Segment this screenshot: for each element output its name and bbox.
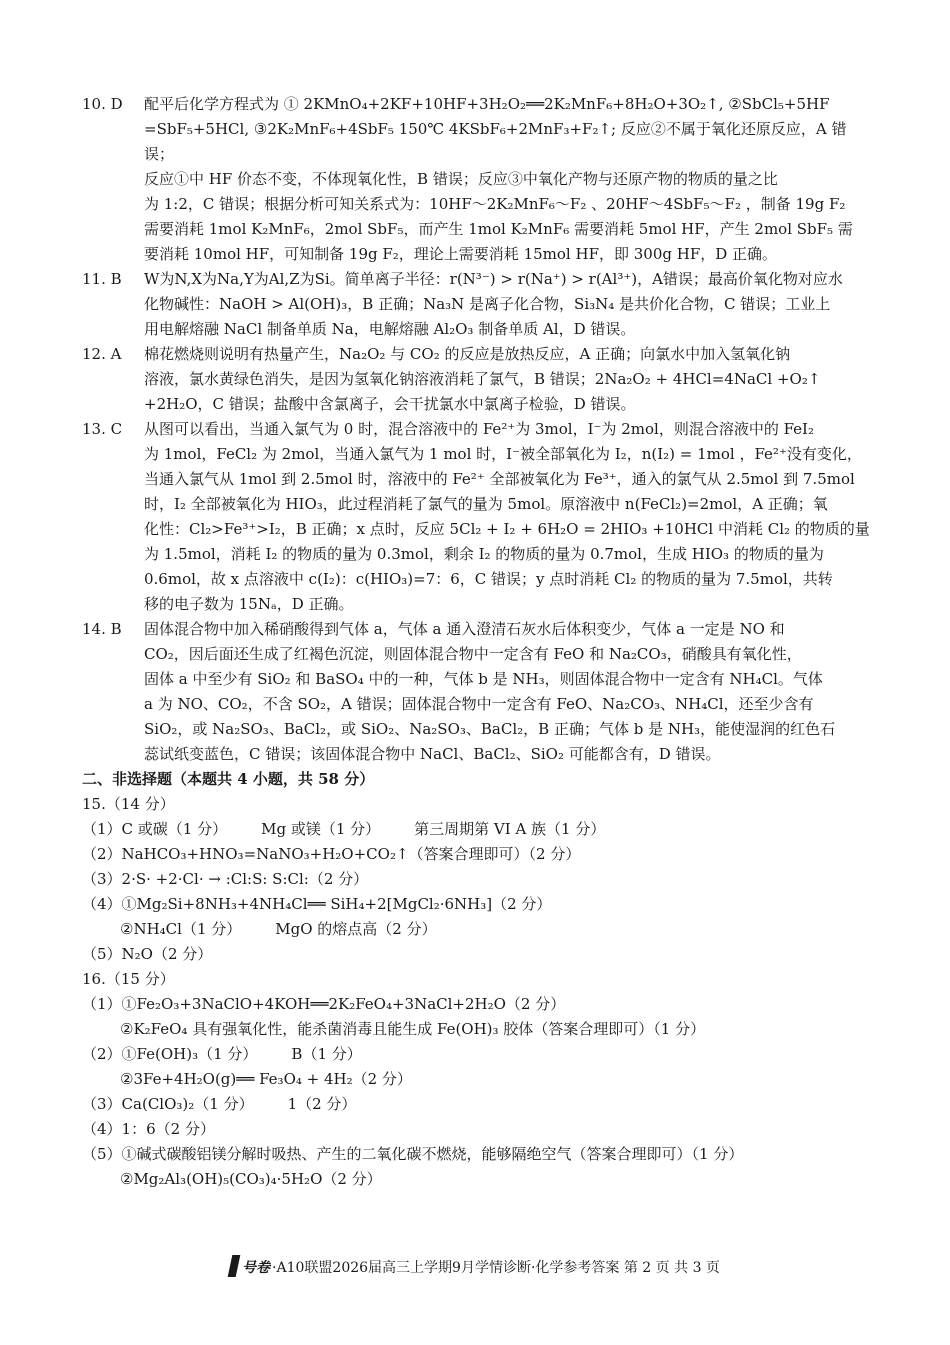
sub-answer-part: （1）①Fe₂O₃+3NaClO+4KOH══2K₂FeO₄+3NaCl+2H₂O（2 分） bbox=[82, 995, 566, 1013]
sub-answer-part: Mg 或镁（1 分） bbox=[261, 820, 381, 838]
sub-answer-part: （2）NaHCO₃+HNO₃=NaNO₃+H₂O+CO₂↑（答案合理即可）（2 分） bbox=[82, 845, 581, 863]
sub-answer-row bbox=[82, 817, 872, 842]
sub-answer-part: B（1 分） bbox=[291, 1045, 362, 1063]
answer-explanation bbox=[144, 617, 872, 767]
sub-answer-part: 1（2 分） bbox=[287, 1095, 357, 1113]
explanation-line: 需要消耗 1mol K₂MnF₆，2mol SbF₅，而产生 1mol K₂MnF₆ 需要消耗 5mol HF，产生 2mol SbF₅ 需 bbox=[144, 220, 853, 238]
explanation-line: W为N,X为Na,Y为Al,Z为Si。简单离子半径：r(N³⁻) > r(Na⁺) > r(Al³⁺)，A错误；最高价氧化物对应水 bbox=[144, 270, 843, 288]
section-title: 二、非选择题（本题共 4 小题，共 58 分） bbox=[82, 770, 375, 788]
question-15-head: 15.（14 分） bbox=[82, 795, 175, 813]
answer-item bbox=[82, 92, 872, 267]
explanation-line: 化性：Cl₂>Fe³⁺>I₂，B 正确；x 点时，反应 5Cl₂ + I₂ + 6H₂O = 2HIO₃ +10HCl 中消耗 Cl₂ 的物质的量 bbox=[144, 520, 870, 538]
answer-number: 10. D bbox=[82, 95, 123, 113]
explanation-line: 化物碱性：NaOH > Al(OH)₃，B 正确；Na₃N 是离子化合物，Si₃N₄ 是共价化合物，C 错误；工业上 bbox=[144, 295, 831, 313]
answer-number: 14. B bbox=[82, 620, 122, 638]
sub-answer-row bbox=[82, 842, 872, 867]
explanation-line: SiO₂，或 Na₂SO₃、BaCl₂，或 SiO₂、Na₂SO₃、BaCl₂，B 正确；气体 b 是 NH₃，能使湿润的红色石 bbox=[144, 720, 836, 738]
explanation-line: 要消耗 10mol HF，可知制备 19g F₂，理论上需要消耗 15mol HF，即 300g HF，D 正确。 bbox=[144, 245, 778, 263]
explanation-line: 0.6mol，故 x 点溶液中 c(I₂)：c(HIO₃)=7：6，C 错误；y 点时消耗 Cl₂ 的物质的量为 7.5mol，共转 bbox=[144, 570, 833, 588]
answer-number: 13. C bbox=[82, 420, 123, 438]
sub-answer-row bbox=[82, 1117, 872, 1142]
sub-answer-part: （5）①碱式碳酸铝镁分解时吸热、产生的二氧化碳不燃烧，能够隔绝空气（答案合理即可）（1 分） bbox=[82, 1145, 744, 1163]
explanation-line: +2H₂O，C 错误；盐酸中含氯离子，会干扰氯水中氯离子检验，D 错误。 bbox=[144, 395, 636, 413]
sub-answer-row bbox=[82, 1017, 872, 1042]
answer-number: 11. B bbox=[82, 270, 122, 288]
sub-answer-part: 第三周期第 VI A 族（1 分） bbox=[414, 820, 606, 838]
answer-explanation bbox=[144, 267, 872, 342]
sub-answer-part: MgO 的熔点高（2 分） bbox=[275, 920, 437, 938]
answer-content bbox=[82, 92, 872, 1192]
answer-explanation bbox=[144, 92, 872, 267]
answer-item bbox=[82, 417, 872, 617]
brand-logo-text: 号卷 bbox=[242, 1260, 271, 1276]
answer-number: 12. A bbox=[82, 345, 122, 363]
explanation-line: 时，I₂ 全部被氧化为 HIO₃，此过程消耗了氯气的量为 5mol。原溶液中 n(FeCl₂)=2mol，A 正确；氧 bbox=[144, 495, 828, 513]
sub-answer-part: （4）①Mg₂Si+8NH₃+4NH₄Cl══ SiH₄+2[MgCl₂·6NH₃]（2 分） bbox=[82, 895, 552, 913]
sub-answer-part: （3）2·S· +2·Cl· → :Cl:S: S:Cl:（2 分） bbox=[82, 870, 369, 888]
sub-answer-row bbox=[82, 1042, 872, 1067]
explanation-line: =SbF₅+5HCl, ③2K₂MnF₆+4SbF₅ 150℃ 4KSbF₆+2MnF₃+F₂↑; 反应②不属于氧化还原反应，A 错误； bbox=[144, 120, 847, 163]
footer-text: ·A10联盟2026届高三上学期9月学情诊断·化学参考答案 第 2 页 共 3 页 bbox=[272, 1260, 720, 1276]
sub-answer-row bbox=[82, 892, 872, 917]
explanation-line: 固体混合物中加入稀硝酸得到气体 a，气体 a 通入澄清石灰水后体积变少，气体 a 一定是 NO 和 bbox=[144, 620, 785, 638]
sub-answer-row bbox=[82, 917, 872, 942]
sub-answer-part: （1）C 或碳（1 分） bbox=[82, 820, 228, 838]
sub-answer-row bbox=[82, 1142, 872, 1167]
explanation-line: 为 1:2，C 错误；根据分析可知关系式为：10HF～2K₂MnF₆～F₂ 、20HF～4SbF₅～F₂ ，制备 19g F₂ bbox=[144, 195, 846, 213]
page-footer bbox=[0, 1255, 950, 1277]
sub-answer-row bbox=[82, 992, 872, 1017]
answer-item bbox=[82, 342, 872, 417]
brand-logo-icon bbox=[228, 1255, 241, 1277]
explanation-line: 为 1.5mol，消耗 I₂ 的物质的量为 0.3mol，剩余 I₂ 的物质的量为 0.7mol，生成 HIO₃ 的物质的量为 bbox=[144, 545, 824, 563]
question-16 bbox=[82, 967, 872, 1192]
sub-answer-row bbox=[82, 942, 872, 967]
sub-answer-part: （2）①Fe(OH)₃（1 分） bbox=[82, 1045, 258, 1063]
explanation-line: 移的电子数为 15Nₐ，D 正确。 bbox=[144, 595, 354, 613]
question-15-answers bbox=[82, 817, 872, 967]
sub-answer-part: ②Mg₂Al₃(OH)₅(CO₃)₄·5H₂O（2 分） bbox=[120, 1170, 382, 1188]
answer-item bbox=[82, 267, 872, 342]
sub-answer-part: ②NH₄Cl（1 分） bbox=[120, 920, 242, 938]
sub-answer-row bbox=[82, 1167, 872, 1192]
answer-item bbox=[82, 617, 872, 767]
explanation-line: 为 1mol，FeCl₂ 为 2mol，当通入氯气为 1 mol 时，I⁻被全部氧化为 I₂，n(I₂) = 1mol ，Fe²⁺没有变化， bbox=[144, 445, 862, 463]
sub-answer-part: （3）Ca(ClO₃)₂（1 分） bbox=[82, 1095, 254, 1113]
explanation-line: 溶液，氯水黄绿色消失，是因为氢氧化钠溶液消耗了氯气，B 错误；2Na₂O₂ + 4HCl=4NaCl +O₂↑ bbox=[144, 370, 821, 388]
explanation-line: 固体 a 中至少有 SiO₂ 和 BaSO₄ 中的一种，气体 b 是 NH₃，则固体混合物中一定含有 NH₄Cl。气体 bbox=[144, 670, 823, 688]
explanation-line: 棉花燃烧则说明有热量产生，Na₂O₂ 与 CO₂ 的反应是放热反应，A 正确；向氯水中加入氢氧化钠 bbox=[144, 345, 791, 363]
question-16-head: 16.（15 分） bbox=[82, 970, 175, 988]
sub-answer-part: ②K₂FeO₄ 具有强氧化性，能杀菌消毒且能生成 Fe(OH)₃ 胶体（答案合理即可）（1 分） bbox=[120, 1020, 706, 1038]
sub-answer-part: （5）N₂O（2 分） bbox=[82, 945, 213, 963]
sub-answer-row bbox=[82, 867, 872, 892]
sub-answer-row bbox=[82, 1067, 872, 1092]
explanation-line: a 为 NO、CO₂，不含 SO₂，A 错误；固体混合物中一定含有 FeO、Na₂CO₃、NH₄Cl，还至少含有 bbox=[144, 695, 814, 713]
answer-explanation bbox=[144, 342, 872, 417]
sub-answer-part: （4）1：6（2 分） bbox=[82, 1120, 215, 1138]
explanation-line: 蕊试纸变蓝色，C 错误；该固体混合物中 NaCl、BaCl₂、SiO₂ 可能都含有，D 错误。 bbox=[144, 745, 721, 763]
explanation-line: CO₂，因后面还生成了红褐色沉淀，则固体混合物中一定含有 FeO 和 Na₂CO₃，硝酸具有氧化性， bbox=[144, 645, 802, 663]
sub-answer-part: ②3Fe+4H₂O(g)══ Fe₃O₄ + 4H₂（2 分） bbox=[120, 1070, 412, 1088]
explanation-line: 配平后化学方程式为 ① 2KMnO₄+2KF+10HF+3H₂O₂══2K₂MnF₆+8H₂O+3O₂↑, ②SbCl₅+5HF bbox=[144, 95, 830, 113]
explanation-line: 反应①中 HF 价态不变，不体现氧化性，B 错误；反应③中氧化产物与还原产物的物质的量之比 bbox=[144, 170, 778, 188]
explanation-line: 从图可以看出，当通入氯气为 0 时，混合溶液中的 Fe²⁺为 3mol，I⁻为 2mol，则混合溶液中的 FeI₂ bbox=[144, 420, 814, 438]
answer-explanation bbox=[144, 417, 872, 617]
sub-answer-row bbox=[82, 1092, 872, 1117]
explanation-line: 当通入氯气从 1mol 到 2.5mol 时，溶液中的 Fe²⁺ 全部被氧化为 Fe³⁺，通入的氯气从 2.5mol 到 7.5mol bbox=[144, 470, 855, 488]
question-15 bbox=[82, 792, 872, 967]
question-16-answers bbox=[82, 992, 872, 1192]
explanation-line: 用电解熔融 NaCl 制备单质 Na，电解熔融 Al₂O₃ 制备单质 Al，D 错误。 bbox=[144, 320, 636, 338]
choice-answers bbox=[82, 92, 872, 767]
